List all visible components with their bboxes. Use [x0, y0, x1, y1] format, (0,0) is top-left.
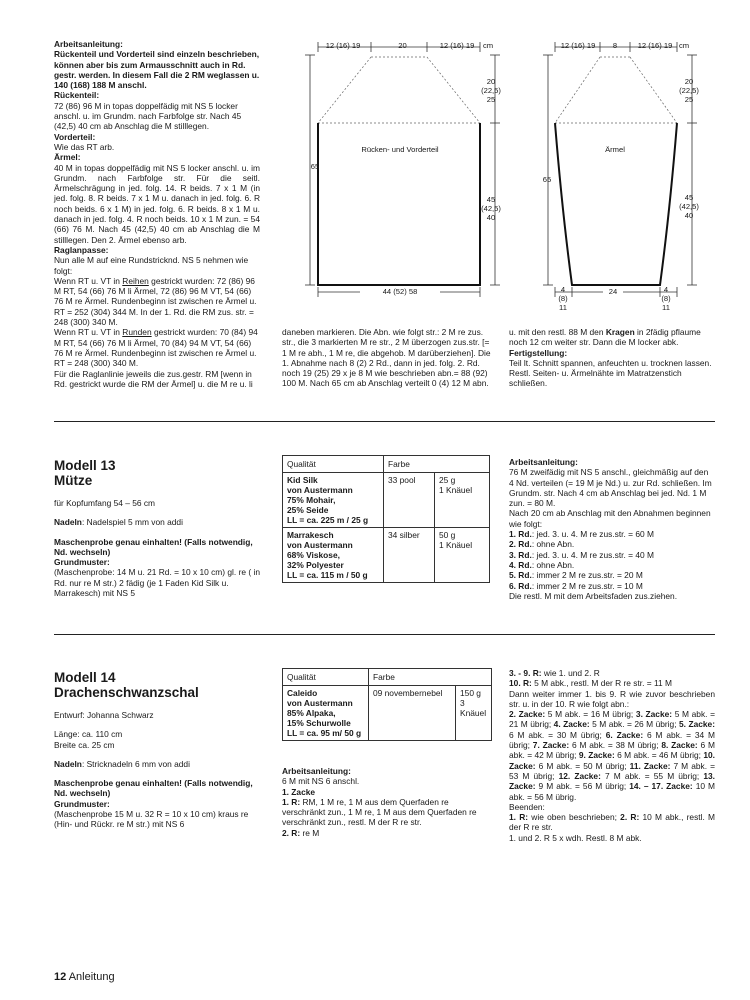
dim-bottom: 44 (52) 58	[360, 287, 440, 296]
diagram-body	[300, 35, 505, 300]
list-item: 2. Rd.: ohne Abn.	[509, 539, 575, 550]
needles: Nadeln: Nadelspiel 5 mm von addi	[54, 517, 183, 528]
paragraph: Teil lt. Schnitt spannen, anfeuchten u. trocknen lassen. Restl. Seiten- u. Ärmelnähte im Matratzenstich schließen.	[509, 357, 712, 389]
gauge-note: Maschenprobe genau einhalten! (Falls notwendig, Nd. wechseln)	[54, 536, 253, 557]
length: Länge: ca. 110 cm	[54, 729, 123, 740]
top-column-3	[509, 327, 715, 389]
model-title: Modell 13	[54, 458, 116, 473]
yarn-table	[282, 668, 492, 741]
dim-top-mid: 20	[398, 41, 407, 50]
dim-right-top: 20 (22,5) 25	[679, 77, 699, 104]
model14-column-3	[509, 668, 715, 843]
model13-column-1	[54, 458, 264, 598]
zacken-list: 2. Zacke: 5 M abk. = 16 M übrig; 3. Zacke: 5 M abk. = 21 M übrig; 4. Zacke: 5 M abk. = 26 M übrig; 5. Zacke: 6 M abk. = 30 M übrig; 6. Zacke: 6 M abk. = 34 M übrig; 7. Zacke: 6 M abk. = 38 M übrig; 8. Zacke: 6 M abk. = 42 M übrig; 9. Zacke: 6 M abk. = 46 M übrig; 10. Zacke: 6 M abk. = 50 M übrig; 11. Zacke: 7 M abk. = 53 M übrig; 12. Zacke: 7 M abk. = 55 M übrig; 13. Zacke: 9 M abk. = 56 M übrig; 14. – 17. Zacke: 10 M abk. = 56 M übrig.	[509, 709, 716, 802]
intro: Rückenteil und Vorderteil sind einzeln beschrieben, können aber bis zum Armausschnitt auch in Rd. gestr. werden. In diesem Fall die 2 RM weglassen u. 140 (168) 188 M anschl.	[54, 49, 260, 91]
paragraph: Wenn RT u. VT in Runden gestrickt wurden: 70 (84) 94 M RT, 54 (66) 76 M li Ärmel, 70 (84) 94 M VT, 54 (66) 76 M re Ärmel. Rundenbeginn ist zwischen re Ärmel u. RT = 248 (300) 340 M.	[54, 327, 258, 369]
header-color: Farbe	[369, 669, 492, 686]
footer-label: Anleitung	[68, 971, 115, 983]
paragraph: 76 M zweifädig mit NS 5 anschl., gleichmäßig auf den 4 Nd. verteilen (= 19 M je Nd.) u. zur Rd. schließen. Im Grundm. str. Nach 4 cm ab Anschlag bei jed. Nd. 1 M zun. = 80 M.	[509, 467, 712, 509]
subheading: 1. Zacke	[282, 786, 316, 797]
subheading: Vorderteil:	[54, 131, 96, 142]
model-subtitle: Mütze	[54, 473, 93, 488]
dim-right-bottom: 45 (42,5) 40	[481, 195, 501, 222]
subheading: Grundmuster:	[54, 798, 110, 809]
subheading: Beenden:	[509, 801, 545, 812]
dim-bottom-mid: 24	[603, 287, 623, 296]
dim-unit: cm	[482, 41, 494, 50]
subheading: Raglanpasse:	[54, 244, 109, 255]
dim-top-left: 12 (16) 19	[560, 41, 596, 50]
table-row: Kid Silk von Austermann 75% Mohair, 25% Seide LL = ca. 225 m / 25 g 33 pool 25 g 1 Knäuel	[283, 473, 490, 528]
header-color: Farbe	[384, 456, 490, 473]
header-quality: Qualität	[283, 669, 369, 686]
top-column-2	[282, 327, 492, 389]
dim-bottom-left: 4 (8) 11	[558, 285, 568, 312]
list-item: 1. Rd.: jed. 3. u. 4. M re zus.str. = 60 M	[509, 529, 654, 540]
model-title: Modell 14	[54, 670, 116, 685]
paragraph: u. mit den restl. 88 M den Kragen in 2fädig pflaume noch 12 cm weiter str. Dann die M locker abk.	[509, 327, 701, 348]
diagram-title: Ärmel	[605, 145, 625, 154]
paragraph: (Maschenprobe: 14 M u. 21 Rd. = 10 x 10 cm) gl. re ( in Rd. nur re M str.) 2 fädig (je 1 Faden Kid Silk u. Marrakesch) mit NS 5	[54, 567, 260, 599]
heading: Arbeitsanleitung:	[54, 39, 123, 49]
width: Breite ca. 25 cm	[54, 739, 115, 750]
paragraph: 1. und 2. R 5 x wdh. Restl. 8 M abk.	[509, 832, 642, 843]
model14-column-1	[54, 670, 264, 830]
paragraph: Nach 20 cm ab Anschlag mit den Abnahmen beginnen wie folgt:	[509, 508, 711, 529]
table-row: Marrakesch von Austermann 68% Viskose, 32% Polyester LL = ca. 115 m / 50 g 34 silber 50 g 1 Knäuel	[283, 528, 490, 583]
paragraph: (Maschenprobe 15 M u. 32 R = 10 x 10 cm) kraus re (Hin- und Rückr. re M str.) mit NS 6	[54, 809, 249, 830]
paragraph: 6 M mit NS 6 anschl.	[282, 776, 360, 787]
dim-top-mid: 8	[612, 41, 618, 50]
subheading: Arbeitsanleitung:	[509, 457, 578, 467]
header-quality: Qualität	[283, 456, 384, 473]
dim-top-left: 12 (16) 19	[325, 41, 361, 50]
dim-bottom-right: 4 (8) 11	[661, 285, 671, 312]
subheading: Ärmel:	[54, 152, 81, 163]
dim-right-bottom: 45 (42,5) 40	[679, 193, 699, 220]
subheading: Rückenteil:	[54, 90, 100, 101]
list-item: 3. - 9. R: wie 1. und 2. R	[509, 668, 600, 678]
dim-top-right: 12 (16) 19	[637, 41, 673, 50]
dim-left: 65	[310, 162, 320, 171]
paragraph: 72 (86) 96 M in topas doppelfädig mit NS 5 locker anschl. u. im Grundm. nach Farbfolge str. Nach 45 (42,5) 40 cm ab Anschlag die M stilllegen.	[54, 100, 242, 132]
list-item: 1. R: wie oben beschrieben; 2. R: 10 M abk., restl. M der R re str.	[509, 812, 715, 833]
dim-right-top: 20 (22,5) 25	[481, 77, 501, 104]
list-item: 6. Rd.: immer 2 M re zus.str. = 10 M	[509, 580, 643, 591]
subheading: Fertigstellung:	[509, 347, 568, 358]
size: für Kopfumfang 54 – 56 cm	[54, 498, 156, 508]
model14-column-2	[282, 766, 490, 838]
paragraph: Wenn RT u. VT in Reihen gestrickt wurden: 72 (86) 96 M RT, 54 (66) 76 M li Ärmel, 72 (86) 96 M VT, 54 (66) 76 M re Ärmel. Rundenbeginn ist zwischen re Ärmel u. RT = 252 (304) 344 M. In der 1. Rd. die RM zus. str. = 248 (300) 340 M.	[54, 275, 257, 328]
list-item: 1. R: RM, 1 M re, 1 M aus dem Querfaden re verschränkt zun., 1 M re, 1 M aus dem Querfaden re verschränkt zun., restl. M der R re str.	[282, 796, 477, 828]
list-item: 2. R: re M	[282, 827, 320, 838]
paragraph: Nun alle M auf eine Rundstricknd. NS 5 nehmen wie folgt:	[54, 255, 249, 276]
page-footer	[54, 971, 115, 983]
top-column-1	[54, 39, 260, 389]
dim-unit: cm	[678, 41, 690, 50]
dim-left: 65	[542, 175, 552, 184]
subheading: Grundmuster:	[54, 557, 110, 568]
list-item: 3. Rd.: jed. 3. u. 4. M re zus.str. = 40 M	[509, 549, 654, 560]
yarn-table	[282, 455, 490, 583]
paragraph: 40 M in topas doppelfädig mit NS 5 locker anschl. u. im Grundm. nach Farbfolge str. Für die seitl. Ärmelschrägung in jed. folg. 14. R beids. 7 x 1 M (in jed. folg. 8. R beids. 7 x 1 M u. danach in jed. folg. 6. R noch beids. 6 x 1 M) in jed. folg. 6. R beids. 8 x 1 M u. danach in jed. folg. 4. R noch beids. 10 x 1 M zun. = 54 (66) 76 M. Nach 45 (42,5) 40 cm ab Anschlag die M stilllegen. Den 2. Ärmel ebenso arb.	[54, 162, 260, 245]
diagram-title: Rücken- und Vorderteil	[361, 145, 439, 154]
model13-column-3	[509, 457, 715, 601]
list-item: 4. Rd.: ohne Abn.	[509, 559, 575, 570]
list-item: 5. Rd.: immer 2 M re zus.str. = 20 M	[509, 570, 643, 581]
divider	[54, 634, 715, 635]
paragraph: daneben markieren. Die Abn. wie folgt str.: 2 M re zus. str., die 3 markierten M re str., 2 M überzogen zus.str. [= 1 M re abh., 1 M re, die abgehob. M darüberziehen]. Die 1. Abnahme nach 8 (2) 2 Rd., dann in jed. folg. 2. Rd. noch 19 (25) 29 x je 8 M wie beschrieben abn.= 88 (92) 100 M. Nach 65 cm ab Anschlag verteilt 0 (4) 12 M abn.	[282, 327, 491, 389]
paragraph: Wie das RT arb.	[54, 141, 115, 152]
subheading: Arbeitsanleitung:	[282, 766, 351, 776]
divider	[54, 421, 715, 422]
paragraph: Die restl. M mit dem Arbeitsfaden zus.ziehen.	[509, 590, 678, 601]
designer: Entwurf: Johanna Schwarz	[54, 710, 154, 720]
needles: Nadeln: Stricknadeln 6 mm von addi	[54, 758, 190, 769]
gauge-note: Maschenprobe genau einhalten! (Falls notwendig, Nd. wechseln)	[54, 778, 253, 799]
list-item: 10. R: 5 M abk., restl. M der R re str. = 11 M	[509, 678, 672, 689]
table-row: Caleido von Austermann 85% Alpaka, 15% Schurwolle LL = ca. 95 m/ 50 g 09 novembernebel 150 g 3 Knäuel	[283, 686, 492, 741]
paragraph: Für die Raglanlinie jeweils die zus.gestr. RM [wenn in Rd. gestrickt wurde die RM der Ärmel] u. die M re u. li	[54, 368, 253, 389]
dim-top-right: 12 (16) 19	[439, 41, 475, 50]
paragraph: Dann weiter immer 1. bis 9. R wie zuvor beschrieben str. u. in der 10. R wie folgt abn.:	[509, 688, 715, 709]
model-subtitle: Drachenschwanzschal	[54, 685, 199, 700]
page-number: 12	[54, 971, 67, 983]
